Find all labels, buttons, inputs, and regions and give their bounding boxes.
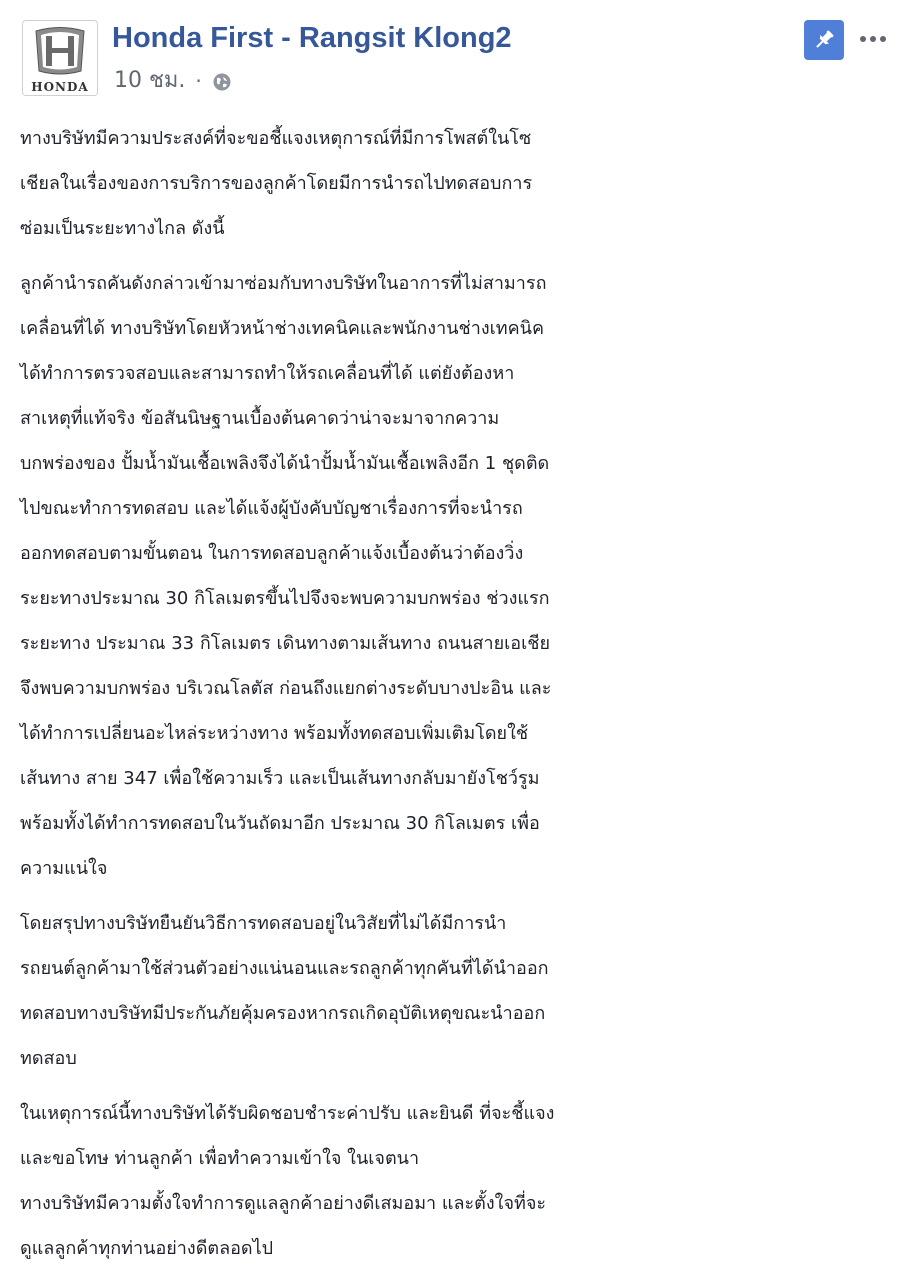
text-line: ความแน่ใจ (20, 858, 108, 879)
post-paragraph (20, 901, 890, 1081)
text-line: ลูกค้านำรถคันดังกล่าวเข้ามาซ่อมกับทางบริษัทในอาการที่ไม่สามารถ (20, 273, 547, 294)
text-line: และขอโทษ ท่านลูกค้า เพื่อทำความเข้าใจ ในเจตนา (20, 1148, 420, 1169)
meta-separator: · (195, 69, 202, 93)
honda-logo-icon (23, 21, 97, 95)
text-line: สาเหตุที่แท้จริง ข้อสันนิษฐานเบื้องต้นคาดว่าน่าจะมาจากความ (20, 408, 500, 429)
text-line: ทางบริษัทมีความตั้งใจทำการดูแลลูกค้าอย่างดีเสมอมา และตั้งใจที่จะ (20, 1193, 547, 1214)
text-line: ในเหตุการณ์นี้ทางบริษัทได้รับผิดชอบชำระค่าปรับ และยินดี ที่จะชี้แจง (20, 1103, 555, 1124)
text-line: ได้ทำการเปลี่ยนอะไหล่ระหว่างทาง พร้อมทั้งทดสอบเพิ่มเติมโดยใช้ (20, 723, 529, 744)
ellipsis-icon (858, 34, 888, 44)
text-line: โดยสรุปทางบริษัทยืนยันวิธีการทดสอบอยู่ในวิสัยที่ไม่ได้มีการนำ (20, 913, 507, 934)
text-line: เส้นทาง สาย 347 เพื่อใช้ความเร็ว และเป็นเส้นทางกลับมายังโชว์รูม (20, 768, 540, 789)
text-line: ระยะทาง ประมาณ 33 กิโลเมตร เดินทางตามเส้นทาง ถนนสายเอเชีย (20, 633, 551, 654)
post-body (20, 116, 890, 1281)
pin-icon (811, 27, 837, 53)
post-meta (114, 66, 232, 96)
text-line: ได้ทำการตรวจสอบและสามารถทำให้รถเคลื่อนที่ได้ แต่ยังต้องหา (20, 363, 515, 384)
post-paragraph (20, 116, 890, 251)
text-line: เชียลในเรื่องของการบริการของลูกค้าโดยมีการนำรถไปทดสอบการ (20, 173, 533, 194)
text-line: ไปขณะทำการทดสอบ และได้แจ้งผู้บังคับบัญชาเรื่องการที่จะนำรถ (20, 498, 523, 519)
text-line: จึงพบความบกพร่อง บริเวณโลตัส ก่อนถึงแยกต่างระดับบางปะอิน และ (20, 678, 552, 699)
globe-icon[interactable] (212, 71, 232, 91)
text-line: ทดสอบ (20, 1048, 77, 1069)
text-line: บกพร่องของ ปั้มน้ำมันเชื้อเพลิงจึงได้นำปั้มน้ำมันเชื้อเพลิงอีก 1 ชุดติด (20, 453, 550, 474)
text-line: ระยะทางประมาณ 30 กิโลเมตรขึ้นไปจึงจะพบความบกพร่อง ช่วงแรก (20, 588, 550, 609)
text-line: พร้อมทั้งได้ทำการทดสอบในวันถัดมาอีก ประมาณ 30 กิโลเมตร เพื่อ (20, 813, 540, 834)
text-line: ทดสอบทางบริษัทมีประกันภัยคุ้มครองหากรถเกิดอุบัติเหตุขณะนำออก (20, 1003, 546, 1024)
text-line: เคลื่อนที่ได้ ทางบริษัทโดยหัวหน้าช่างเทคนิคและพนักงานช่างเทคนิค (20, 318, 545, 339)
text-line: รถยนต์ลูกค้ามาใช้ส่วนตัวอย่างแน่นอนและรถลูกค้าทุกคันที่ได้นำออก (20, 958, 549, 979)
pin-button[interactable] (804, 20, 844, 60)
text-line: ซ่อมเป็นระยะทางไกล ดังนี้ (20, 218, 225, 239)
post-paragraph (20, 261, 890, 891)
text-line: ออกทดสอบตามขั้นตอน ในการทดสอบลูกค้าแจ้งเบื้องต้นว่าต้องวิ่ง (20, 543, 524, 564)
post-header (0, 0, 900, 110)
text-line: ทางบริษัทมีความประสงค์ที่จะขอชี้แจงเหตุการณ์ที่มีการโพสต์ในโซ (20, 128, 532, 149)
post-timestamp[interactable]: 10 ชม. (114, 68, 186, 93)
more-options-button[interactable] (856, 24, 890, 54)
svg-text:HONDA: HONDA (31, 80, 89, 94)
page-avatar[interactable] (22, 20, 98, 96)
text-line: ดูแลลูกค้าทุกท่านอย่างดีตลอดไป (20, 1238, 274, 1259)
post-paragraph (20, 1091, 890, 1271)
page-name[interactable]: Honda First - Rangsit Klong2 (112, 22, 512, 54)
